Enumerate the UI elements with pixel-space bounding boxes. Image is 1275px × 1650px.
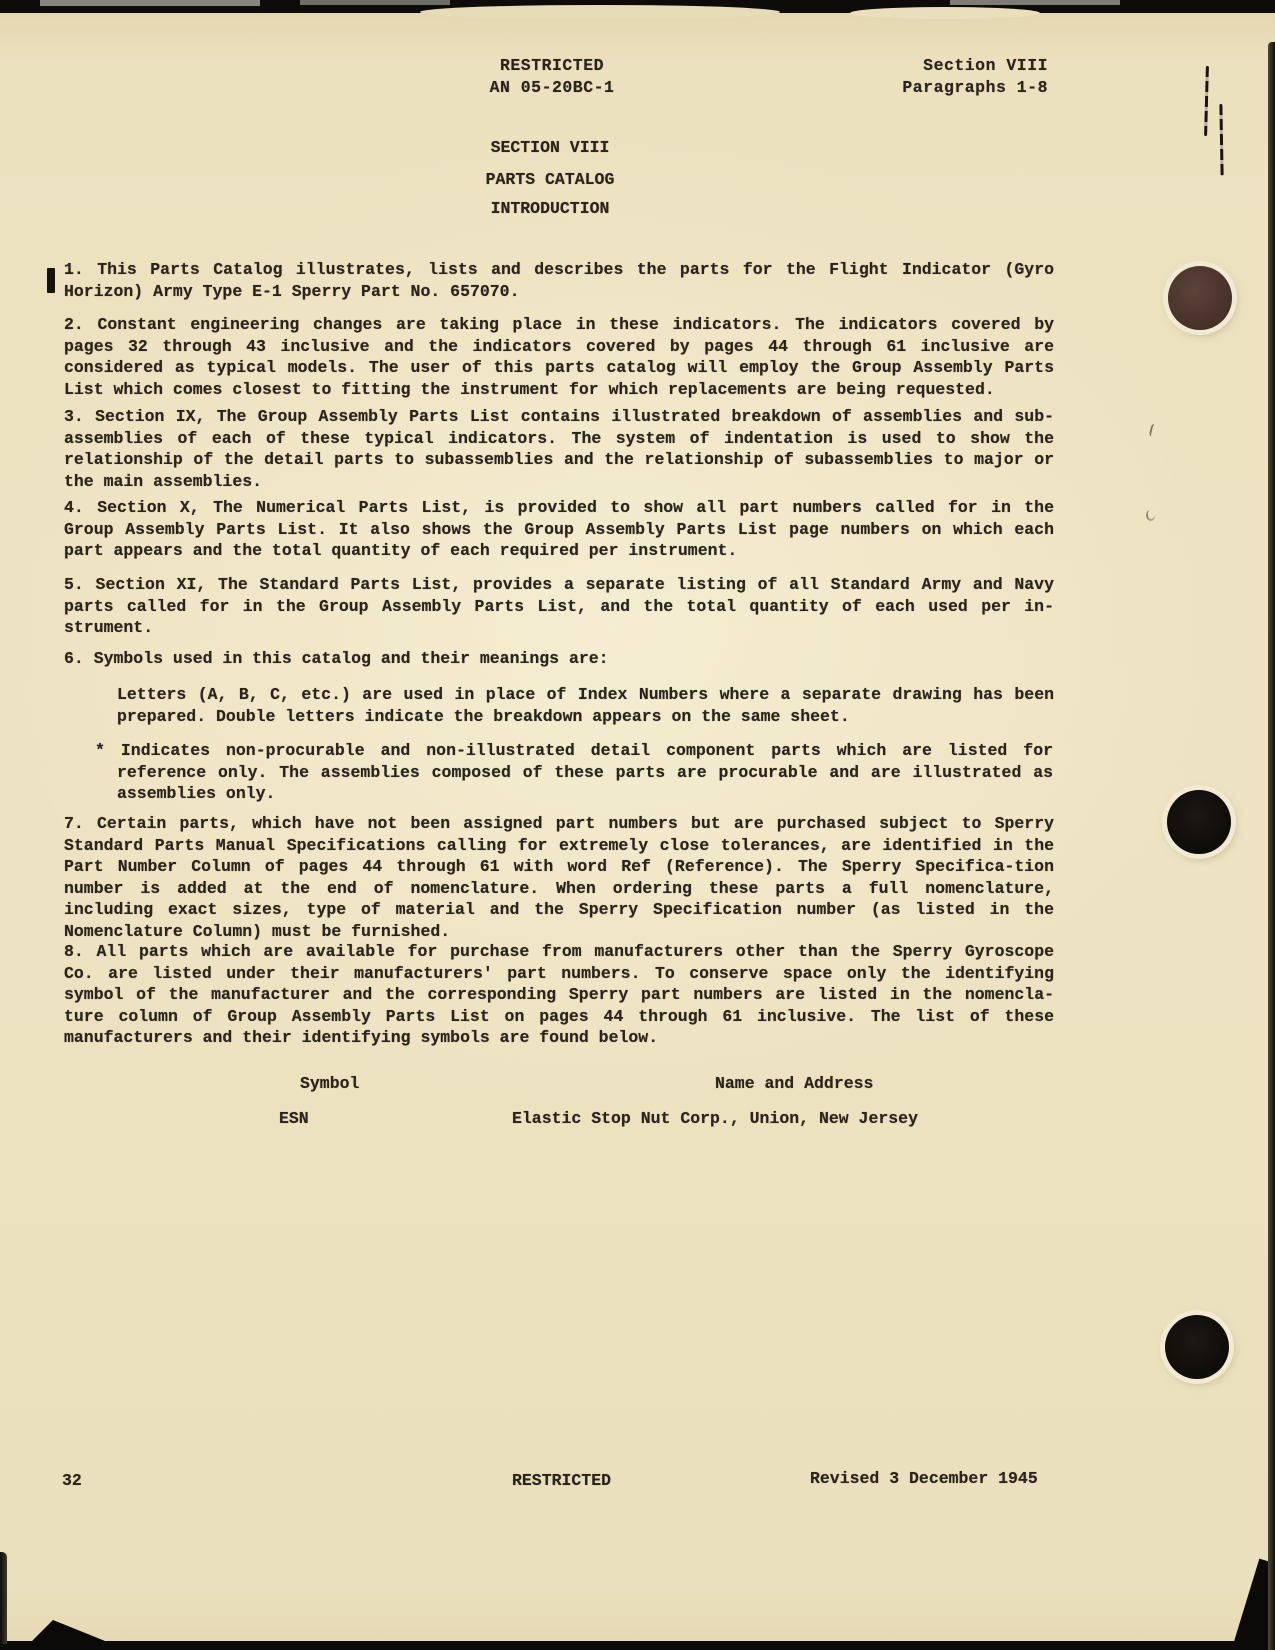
torn-edge-paper-bump <box>420 5 780 19</box>
asterisk-symbol: * <box>95 741 105 760</box>
header-right <box>902 55 1048 98</box>
paragraph-8: 8. All parts which are available for purchase from manufacturers other than the Sperry Gyroscope Co. are listed under their manufacturers' part numbers. To conserve space only the identifying symbol of the manufacturer and the corresponding Sperry part numbers are listed in the nomencla-ture column of Group Assembly Parts List on pages 44 through 61 inclusive. The list of these manufacturers and their identifying symbols are found below. <box>64 942 1054 1047</box>
paragraph-7: 7. Certain parts, which have not been assigned part numbers but are purchased subject to Sperry Standard Parts Manual Specifications calling for extremely close tolerances, are identified in the Part Number Column of pages 44 through 61 with word Ref (Reference). The Sperry Specifica-tion number is added at the end of nomenclature. When ordering these parts a full nomenclature, including exact sizes, type of material and the Sperry Specification number (as listed in the Nomenclature Column) must be furnished. <box>64 814 1054 941</box>
page-edge-shadow-right <box>1268 42 1275 1650</box>
torn-edge-gray-patch <box>950 0 1120 5</box>
torn-edge-gray-patch <box>40 0 260 6</box>
pen-mark <box>1204 66 1209 136</box>
catalog-title: PARTS CATALOG <box>485 170 615 189</box>
scan-corner-shadow-left <box>28 1620 115 1645</box>
table-row-name-address: Elastic Stop Nut Corp., Union, New Jersey <box>512 1109 918 1128</box>
paragraph-4: 4. Section X, The Numerical Parts List, is provided to show all part numbers called for in the Group Assembly Parts List. It also shows the Group Assembly Parts List page numbers on which each part appears and the total quantity of each required per instrument. <box>64 498 1054 560</box>
stray-mark <box>1145 509 1155 521</box>
table-row-symbol: ESN <box>279 1109 309 1128</box>
scan-edge-bottom <box>0 1641 1275 1650</box>
classification-header: RESTRICTED <box>499 56 605 75</box>
paragraph-1: 1. This Parts Catalog illustrates, lists and describes the parts for the Flight Indicator (Gyro Horizon) Army Type E-1 Sperry Part No. 657070. <box>64 260 1054 301</box>
pen-mark <box>1219 104 1223 176</box>
table-header-name-address: Name and Address <box>715 1074 874 1093</box>
page-number: 32 <box>62 1471 82 1490</box>
stray-mark <box>1149 423 1159 437</box>
paragraph-3: 3. Section IX, The Group Assembly Parts List contains illustrated breakdown of assemblies and sub-assemblies of each of these typical indicators. The system of indentation is used to show the relationship of the detail parts to subassemblies and the relationship of subassemblies to major or the main assemblies. <box>64 407 1054 491</box>
document-number: AN 05-20BC-1 <box>489 77 615 97</box>
section-title: SECTION VIII <box>490 138 610 157</box>
punch-hole-middle <box>1167 790 1231 854</box>
punch-hole-top <box>1168 266 1232 330</box>
table-header-symbol: Symbol <box>300 1074 360 1093</box>
paragraph-2: 2. Constant engineering changes are taking place in these indicators. The indicators covered by pages 32 through 43 inclusive and the indicators covered by pages 44 through 61 inclusive are considered as typical models. The user of this parts catalog will employ the Group Assembly Parts List which comes closest to fitting the instrument for which replacements are being requested. <box>64 315 1054 399</box>
page-edge-shadow-left <box>0 1552 7 1644</box>
section-reference: Section VIII <box>923 56 1048 75</box>
paragraph-6: 6. Symbols used in this catalog and their meanings are: <box>64 649 609 668</box>
punch-hole-bottom <box>1165 1315 1229 1379</box>
revision-change-bar <box>47 268 55 293</box>
paragraph-range-reference: Paragraphs 1-8 <box>902 77 1048 97</box>
torn-edge-gray-patch <box>300 0 450 5</box>
revision-date: Revised 3 December 1945 <box>810 1469 1038 1488</box>
symbol-note-asterisk <box>95 740 1053 805</box>
introduction-title: INTRODUCTION <box>490 199 610 218</box>
asterisk-note-text: Indicates non-procurable and non-illustrated detail component parts which are listed for reference only. The assemblies composed of these parts are procurable and are illustrated as assemblies only. <box>117 741 1053 803</box>
paragraph-5: 5. Section XI, The Standard Parts List, provides a separate listing of all Standard Army and Navy parts called for in the Group Assembly Parts List, and the total quantity of each used per in-strument. <box>64 575 1054 637</box>
symbol-note-letters: Letters (A, B, C, etc.) are used in place of Index Numbers where a separate drawing has been prepared. Double letters indicate the breakdown appears on the same sheet. <box>117 685 1054 726</box>
torn-edge-paper-bump <box>850 7 1040 19</box>
classification-footer: RESTRICTED <box>512 1471 612 1490</box>
